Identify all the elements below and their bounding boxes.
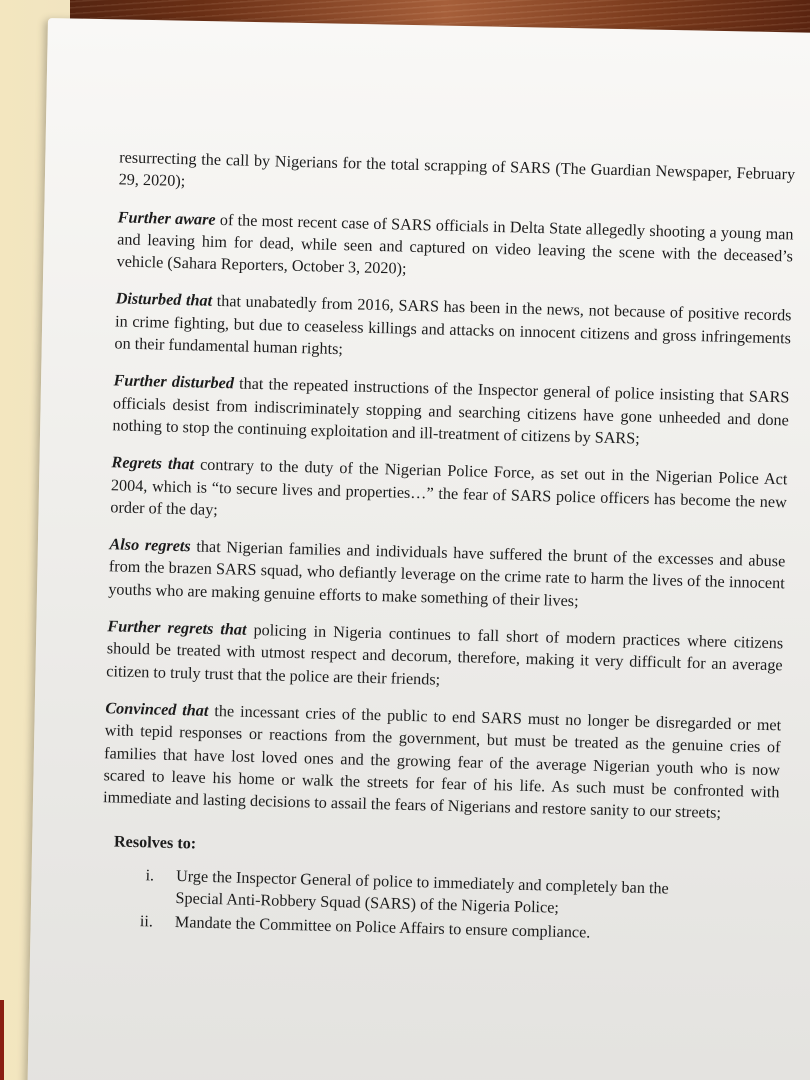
paragraph-further-aware bbox=[116, 206, 793, 290]
paragraph-also-regrets bbox=[108, 533, 785, 617]
paragraph-text: that the repeated instructions of the Inspector general of police insisting that SARS officials desist from indiscriminately stopping and searching citizens have gone unheeded and done nothing to stop the continuing exploitation and ill-treatment of citizens by SARS; bbox=[112, 374, 790, 448]
paragraph-lead: Also regrets bbox=[109, 535, 191, 556]
document-body bbox=[100, 146, 796, 950]
resolve-number: ii. bbox=[139, 912, 154, 931]
paragraph-text: contrary to the duty of the Nigerian Police Force, as set out in the Nigerian Police Act 2004, which is “to secure lives and properties…” the fear of SARS police officers has become the new order of the day; bbox=[110, 455, 788, 519]
paragraph-text: the incessant cries of the public to end SARS must no longer be disregarded or met with tepid responses or reactions from the government, but must be treated as the genuine cries of families that have lost loved ones and the growing fear of the average Nigerian youth who is now scared to leave his home or walk the streets for fear of his life. As such must be confronted with immediate and lasting decisions to assail the fears of Nigerians and restore sanity to our streets; bbox=[102, 701, 782, 822]
paragraph-lead: Further disturbed bbox=[113, 371, 235, 393]
resolve-text: Urge the Inspector General of police to immediately and completely ban the Special Anti-Robbery Squad (SARS) of the Nigeria Police; bbox=[175, 866, 669, 917]
resolves-list bbox=[100, 863, 778, 949]
paragraph-lead: Further aware bbox=[117, 207, 216, 229]
paragraph-lead: Convinced that bbox=[105, 699, 209, 720]
resolve-text: Mandate the Committee on Police Affairs to ensure compliance. bbox=[174, 913, 591, 942]
paragraph-lead: Disturbed that bbox=[115, 289, 213, 311]
paragraph-convinced-that bbox=[103, 697, 782, 826]
paragraph-regrets-that bbox=[110, 452, 787, 536]
paragraph-lead: Regrets that bbox=[111, 453, 195, 474]
paragraph-text: of the most recent case of SARS officials in Delta State allegedly shooting a young man and leaving him for dead, while seen and captured on video leaving the scene with the deceased’s vehicle (Sahara Reporters, October 3, 2020); bbox=[116, 210, 794, 278]
resolve-number: i. bbox=[145, 866, 155, 885]
paragraph-continuation bbox=[118, 146, 795, 208]
resolves-heading: Resolves to: bbox=[113, 832, 197, 853]
paragraph-lead: Further regrets that bbox=[107, 617, 247, 639]
paragraph-text: resurrecting the call by Nigerians for the total scrapping of SARS (The Guardian Newspaper, February 29, 2020); bbox=[118, 148, 796, 191]
paragraph-text: policing in Nigeria continues to fall short of modern practices where citizens should be treated with utmost respect and decorum, therefore, making it very difficult for an average citizen to truly trust that the police are their friends; bbox=[106, 620, 784, 689]
paragraph-text: that unabatedly from 2016, SARS has been in the news, not because of positive records in crime fighting, but due to ceaseless killings and attacks on innocent citizens and gross infringements on their fundamental human rights; bbox=[114, 292, 792, 359]
paragraph-text: that Nigerian families and individuals have suffered the brunt of the excesses and abuse from the brazen SARS squad, who defiantly leverage on the crime rate to harm the lives of the innocent youths who are making genuine efforts to make something of their lives; bbox=[108, 537, 786, 610]
red-folder-edge bbox=[0, 1000, 4, 1080]
paragraph-disturbed-that bbox=[114, 288, 791, 372]
paragraph-further-regrets bbox=[106, 615, 783, 699]
document-page bbox=[27, 18, 810, 1080]
paragraph-further-disturbed bbox=[112, 370, 789, 454]
